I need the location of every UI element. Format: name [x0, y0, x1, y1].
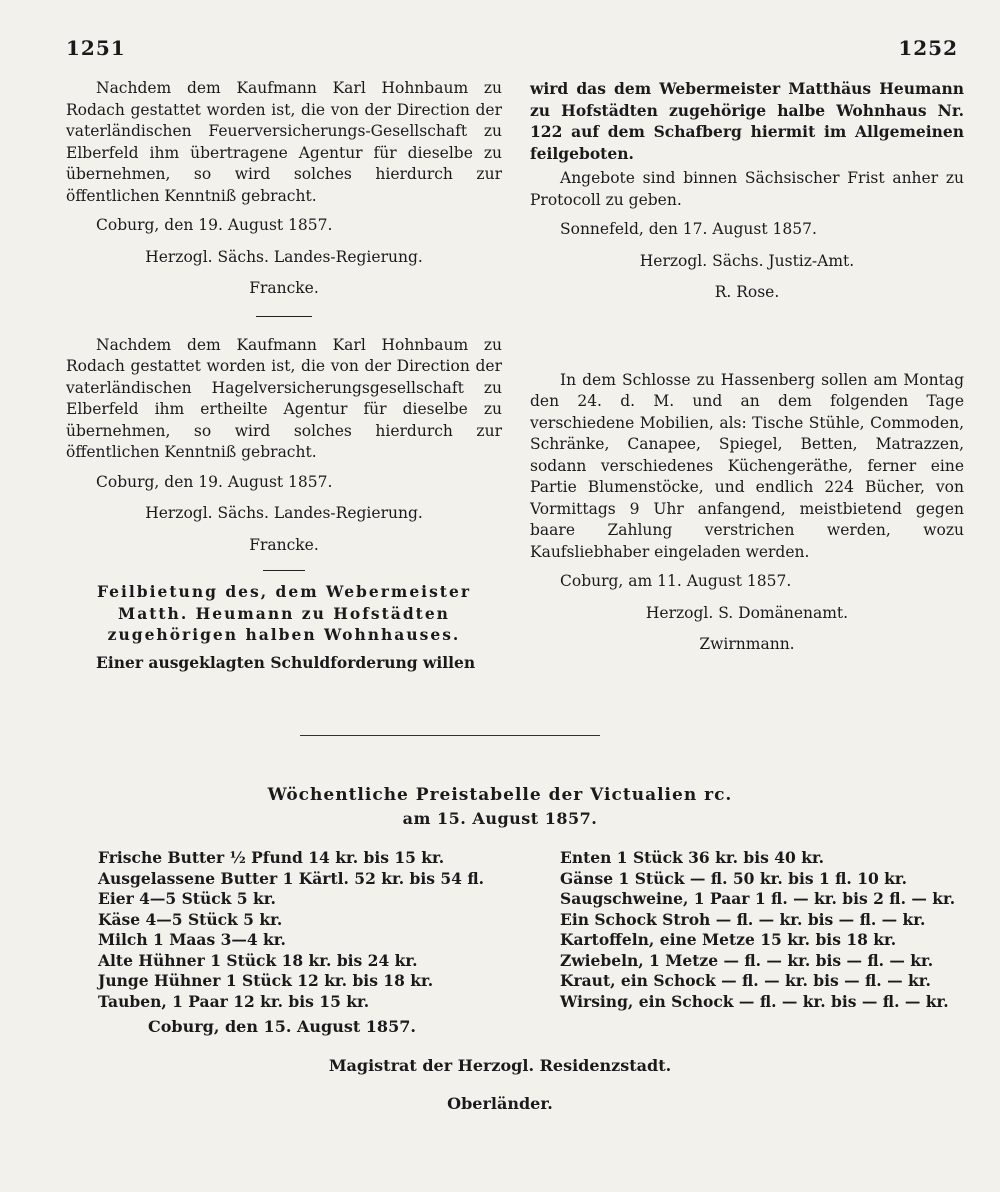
notice-auction-house: [66, 581, 502, 673]
notice-text: In dem Schlosse zu Hassenberg sollen am Montag den 24. d. M. und an dem folgenden Tage verschiedene Mobilien, als: Tische Stühle, Commoden, Schränke, Canapee, Spiegel, Betten, Matrazzen, sodann verschiedenes Küchengeräthe, ferner eine Partie Blumenstöcke, und endlich 224 Bücher, von Vormittags 9 Uhr anfangend, meistbietend gegen baare Zahlung verstrichen werden, wozu Kaufsliebhaber eingeladen werden.: [530, 370, 964, 561]
price-table-date: am 15. August 1857.: [402, 809, 598, 828]
left-column: [66, 78, 502, 673]
notice-furniture-sale: [530, 370, 964, 656]
notice-hail-insurance: [66, 335, 502, 557]
notice-dateline: Coburg, am 11. August 1857.: [560, 572, 792, 590]
separator-line: [256, 316, 312, 317]
notice-dateline: Sonnefeld, den 17. August 1857.: [560, 220, 817, 238]
notice-signature: Francke.: [249, 535, 319, 554]
price-item: Enten 1 Stück 36 kr. bis 40 kr.: [560, 848, 825, 867]
right-column: [530, 78, 964, 656]
price-item: Junge Hühner 1 Stück 12 kr. bis 18 kr.: [98, 971, 434, 990]
notice-dateline: Coburg, den 19. August 1857.: [96, 216, 333, 234]
notice-text-2: Angebote sind binnen Sächsischer Frist anher zu Protocoll zu geben.: [530, 169, 964, 209]
price-item: Eier 4—5 Stück 5 kr.: [98, 889, 276, 908]
price-item: Zwiebeln, 1 Metze — fl. — kr. bis — fl. — kr.: [560, 950, 934, 970]
notice-signature: Francke.: [249, 279, 319, 297]
notice-text: Einer ausgeklagten Schuldforderung willen: [96, 652, 476, 672]
notice-text: Nachdem dem Kaufmann Karl Hohnbaum zu Rodach gestattet worden ist, die von der Direction der vaterländischen Feuerversicherungs-Gesellschaft zu Elberfeld ihm übertragene Agentur für dieselbe zu übernehmen, so wird solches hierdurch zur öffentlichen Kenntniß gebracht.: [66, 79, 502, 205]
price-table-signer: Oberländer.: [447, 1094, 553, 1113]
price-table-title: Wöchentliche Preistabelle der Victualien rc.: [267, 785, 733, 805]
price-item: Kraut, ein Schock — fl. — kr. bis — fl. — kr.: [560, 971, 931, 990]
notice-text: wird das dem Webermeister Matthäus Heumann zu Hofstädten zugehörige halbe Wohnhaus Nr. 122 auf dem Schafberg hiermit im Allgemeinen feilgeboten.: [530, 79, 964, 163]
notice-signature: R. Rose.: [714, 283, 780, 301]
notice-signature: Zwirnmann.: [699, 635, 795, 653]
price-item: Saugschweine, 1 Paar 1 fl. — kr. bis 2 fl. — kr.: [560, 889, 956, 908]
notice-auction-house-continued: [530, 78, 964, 304]
price-item: Wirsing, ein Schock — fl. — kr. bis — fl. — kr.: [560, 991, 949, 1011]
price-table-issuer: Magistrat der Herzogl. Residenzstadt.: [328, 1056, 672, 1075]
section-gap: [530, 304, 964, 370]
price-item: Käse 4—5 Stück 5 kr.: [98, 909, 283, 929]
price-list-right: [560, 848, 980, 1012]
price-item: Frische Butter ½ Pfund 14 kr. bis 15 kr.: [98, 848, 445, 867]
price-item: Alte Hühner 1 Stück 18 kr. bis 24 kr.: [98, 950, 418, 970]
price-item: Kartoffeln, eine Metze 15 kr. bis 18 kr.: [560, 930, 897, 949]
separator-line: [263, 570, 305, 571]
notice-authority: Herzogl. Sächs. Landes-Regierung.: [145, 247, 423, 266]
price-item: Milch 1 Maas 3—4 kr.: [98, 930, 286, 949]
page-number-right: 1252: [898, 36, 958, 60]
notice-authority: Herzogl. S. Domänenamt.: [645, 603, 849, 622]
notice-authority: Herzogl. Sächs. Justiz-Amt.: [639, 251, 855, 270]
notice-authority: Herzogl. Sächs. Landes-Regierung.: [145, 504, 423, 522]
notice-fire-insurance: [66, 78, 502, 300]
notice-dateline: Coburg, den 19. August 1857.: [96, 472, 333, 491]
price-item: Tauben, 1 Paar 12 kr. bis 15 kr.: [98, 991, 370, 1011]
notice-heading: Feilbietung des, dem Webermeister Matth. Heumann zu Hofstädten zugehörigen halben Wohnhauses.: [97, 582, 471, 644]
price-table-dateline: Coburg, den 15. August 1857.: [148, 1017, 416, 1036]
notice-text: Nachdem dem Kaufmann Karl Hohnbaum zu Rodach gestattet worden ist, die von der Direction der vaterländischen Hagelversicherungsgesellschaft zu Elberfeld ihm ertheilte Agentur für dieselbe zu übernehmen, so wird solches hierdurch zur öffentlichen Kenntniß gebracht.: [66, 335, 502, 461]
price-list-left: [98, 848, 518, 1012]
price-item: Gänse 1 Stück — fl. 50 kr. bis 1 fl. 10 kr.: [560, 868, 908, 888]
price-item: Ein Schock Stroh — fl. — kr. bis — fl. — kr.: [560, 909, 926, 929]
section-rule: [300, 735, 600, 736]
page-number-left: 1251: [66, 36, 126, 60]
price-item: Ausgelassene Butter 1 Kärtl. 52 kr. bis 54 fl.: [98, 868, 485, 888]
